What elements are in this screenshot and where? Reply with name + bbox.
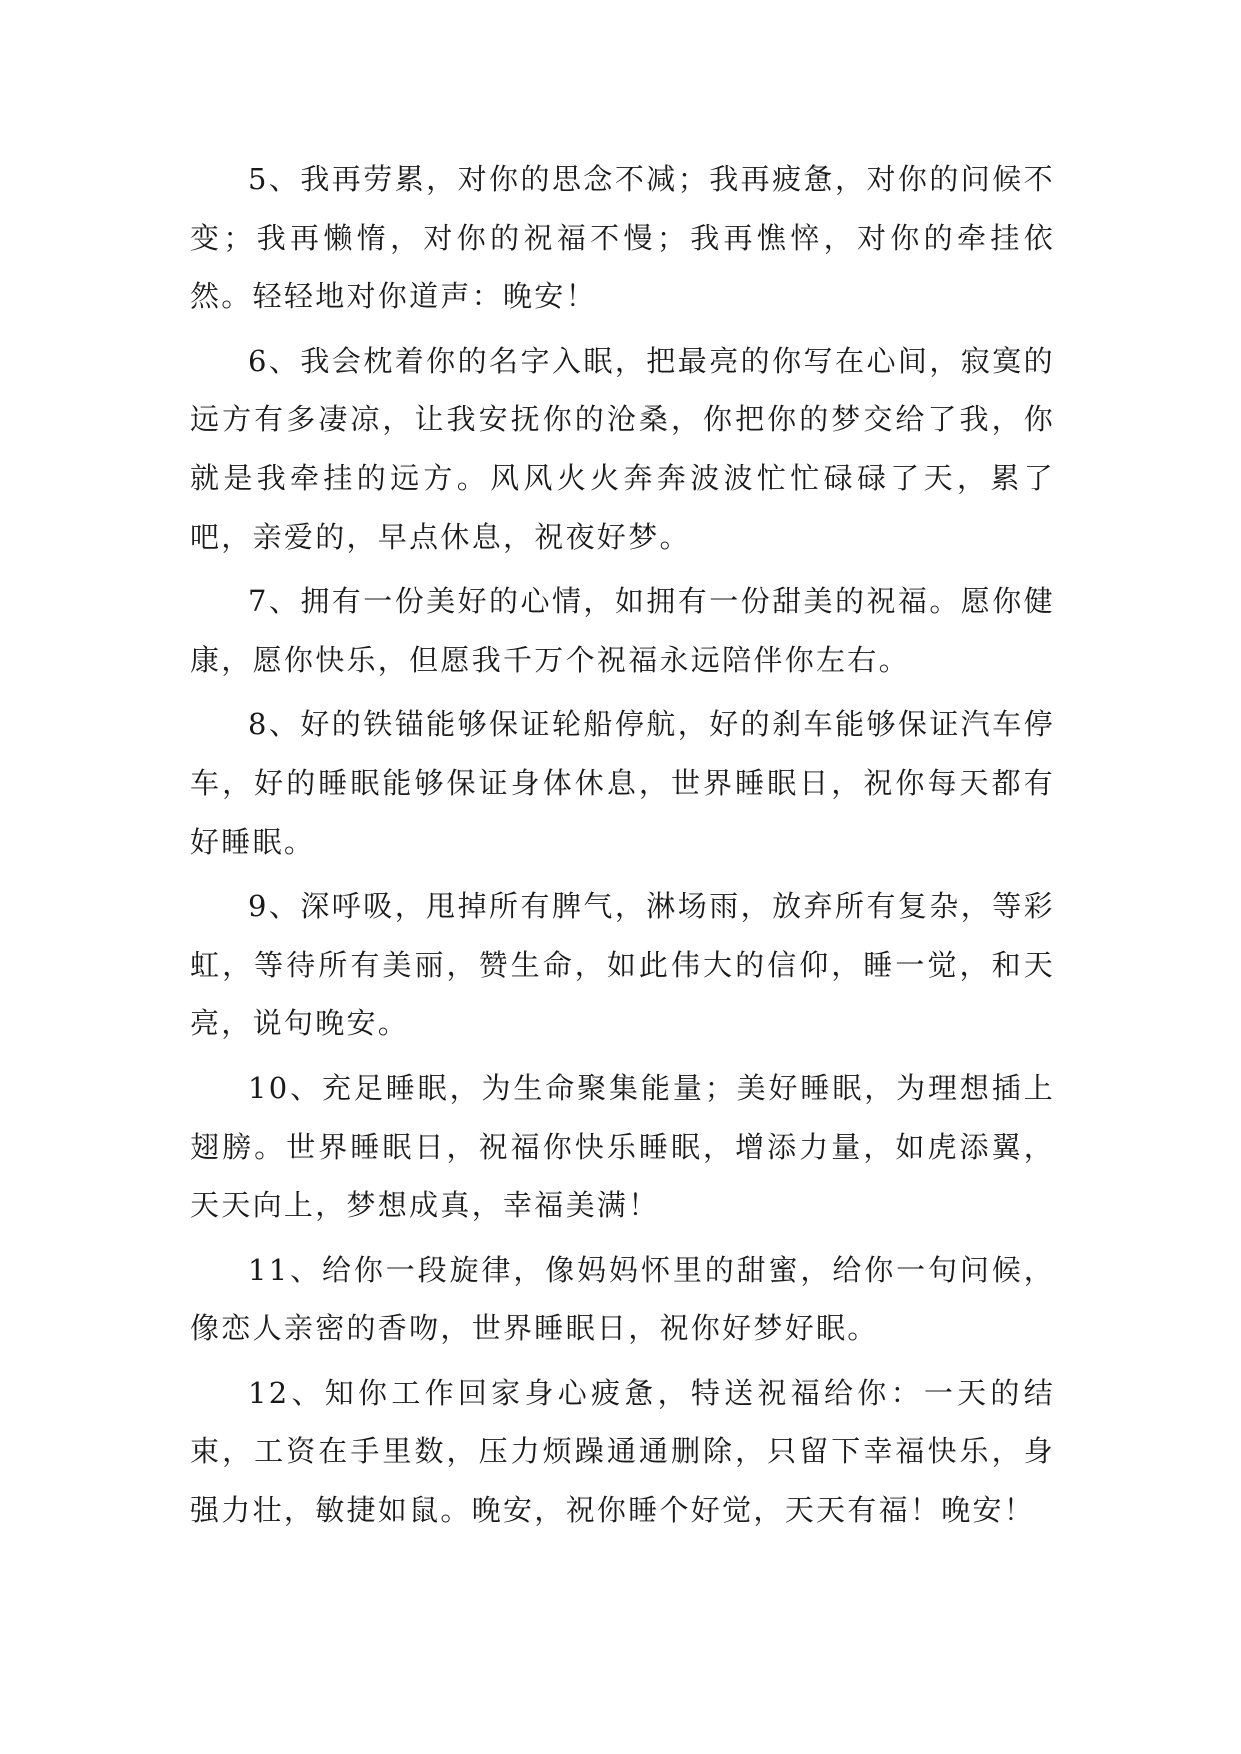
paragraph-11: 11、给你一段旋律，像妈妈怀里的甜蜜，给你一句问候，像恋人亲密的香吻，世界睡眠日，祝你好梦好眠。 bbox=[190, 1252, 1055, 1346]
paragraph-6: 6、我会枕着你的名字入眠，把最亮的你写在心间，寂寞的远方有多凄凉，让我安抚你的沧桑，你把你的梦交给了我，你就是我牵挂的远方。风风火火奔奔波波忙忙碌碌了天，累了吧，亲爱的，早点休息，祝夜好梦。 bbox=[190, 343, 1055, 554]
paragraph-7: 7、拥有一份美好的心情，如拥有一份甜美的祝福。愿你健康，愿你快乐，但愿我千万个祝福永远陪伴你左右。 bbox=[190, 584, 1055, 677]
document-page bbox=[190, 150, 1055, 1546]
paragraph-12: 12、知你工作回家身心疲惫，特送祝福给你：一天的结束，工资在手里数，压力烦躁通通删除，只留下幸福快乐，身强力壮，敏捷如鼠。晚安，祝你睡个好觉，天天有福！晚安！ bbox=[190, 1375, 1055, 1528]
paragraph-8: 8、好的铁锚能够保证轮船停航，好的刹车能够保证汽车停车，好的睡眠能够保证身体休息，世界睡眠日，祝你每天都有好睡眠。 bbox=[190, 707, 1055, 859]
paragraph-10: 10、充足睡眠，为生命聚集能量；美好睡眠，为理想插上翅膀。世界睡眠日，祝福你快乐睡眠，增添力量，如虎添翼，天天向上，梦想成真，幸福美满！ bbox=[190, 1070, 1055, 1223]
paragraph-5: 5、我再劳累，对你的思念不减；我再疲惫，对你的问候不变；我再懒惰，对你的祝福不慢；我再憔悴，对你的牵挂依然。轻轻地对你道声：晚安！ bbox=[190, 162, 1055, 314]
paragraph-9: 9、深呼吸，甩掉所有脾气，淋场雨，放弃所有复杂，等彩虹，等待所有美丽，赞生命，如此伟大的信仰，睡一觉，和天亮，说句晚安。 bbox=[190, 889, 1055, 1041]
